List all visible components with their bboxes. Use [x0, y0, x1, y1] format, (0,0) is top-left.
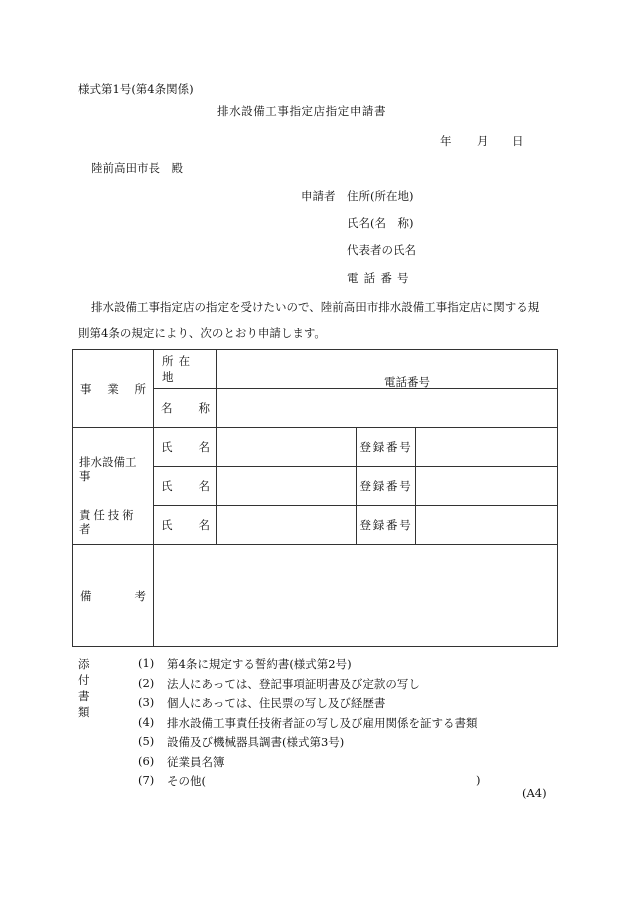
addressee: 陸前高田市長 殿 — [91, 161, 183, 175]
office-location-label: 所在地 — [162, 354, 196, 384]
technician-name-label-3 — [154, 517, 216, 533]
technician-name-label-cell-1 — [154, 428, 217, 467]
applicant-label: 申請者 — [301, 189, 336, 203]
form-number: 様式第1号(第4条関係) — [78, 82, 194, 96]
attachment-num: (4) — [138, 714, 155, 729]
technician-reg-label-3: 登録番号 — [359, 518, 413, 532]
attachments-heading: 添付書類 — [78, 657, 90, 719]
attachment-text: 排水設備工事責任技術者証の写し及び雇用関係を証する書類 — [167, 715, 478, 730]
office-phone-label: 電話番号 — [384, 375, 430, 389]
office-label-char-3: 所 — [134, 381, 146, 396]
paper-size: (A4) — [522, 786, 547, 800]
technician-name-field-2[interactable] — [217, 467, 357, 506]
office-location-field[interactable] — [217, 350, 558, 389]
technician-reg-label-cell-1 — [357, 428, 416, 467]
technician-name-field-3[interactable] — [217, 506, 357, 545]
attachment-text: 従業員名簿 — [167, 754, 225, 769]
office-label-char-2: 業 — [107, 381, 119, 396]
office-name-label-cell — [154, 389, 217, 428]
office-label-cell — [73, 350, 154, 428]
technician-reg-field-1[interactable] — [416, 428, 558, 467]
technician-reg-label-1: 登録番号 — [359, 440, 413, 454]
date-month: 月 — [477, 134, 489, 148]
technician-name-field-1[interactable] — [217, 428, 357, 467]
technician-label-line2: 責任技術者 — [79, 508, 137, 536]
body-text-line1: 排水設備工事指定店の指定を受けたいので、陸前高田市排水設備工事指定店に関する規 — [91, 300, 540, 314]
office-name-field[interactable] — [217, 389, 558, 428]
attachment-num: (5) — [138, 734, 155, 748]
attachment-num: (3) — [138, 695, 155, 709]
technician-reg-field-3[interactable] — [416, 506, 558, 545]
technician-reg-label-cell-3 — [357, 506, 416, 545]
office-name-label — [154, 400, 216, 416]
body-text-line2: 則第4条の規定により、次のとおり申請します。 — [78, 326, 326, 340]
technician-name-label-cell-3 — [154, 506, 217, 545]
technician-reg-field-2[interactable] — [416, 467, 558, 506]
date-day: 日 — [512, 134, 524, 148]
attachment-num: (7) — [138, 773, 155, 787]
page-title: 排水設備工事指定店指定申請書 — [217, 104, 387, 118]
office-label — [73, 381, 153, 397]
application-table — [72, 349, 558, 647]
technician-name-label-1 — [154, 439, 216, 455]
technician-reg-label-2: 登録番号 — [359, 479, 413, 493]
office-name-char-1: 名 — [161, 401, 173, 415]
applicant-phone-label: 電話番号 — [347, 271, 414, 285]
name-char-b: 名 — [198, 440, 210, 454]
name-char-b: 名 — [198, 518, 210, 532]
technician-label-line1: 排水設備工事 — [79, 455, 137, 483]
remarks-label-cell — [73, 545, 154, 647]
attachment-text: 個人にあっては、住民票の写し及び経歴書 — [167, 696, 386, 710]
remarks-field[interactable] — [154, 545, 558, 647]
name-char-a: 氏 — [161, 518, 173, 532]
attachment-num: (6) — [138, 753, 155, 768]
date-year: 年 — [440, 134, 452, 148]
attachment-text: 設備及び機械器具調書(様式第3号) — [167, 735, 345, 749]
technician-name-label-2 — [154, 478, 216, 494]
technician-name-label-cell-2 — [154, 467, 217, 506]
attachment-text: 第4条に規定する誓約書(様式第2号) — [167, 657, 352, 671]
attachment-text: 法人にあっては、登記事項証明書及び定款の写し — [167, 676, 420, 691]
remarks-char-1: 備 — [80, 588, 92, 603]
applicant-representative-label: 代表者の氏名 — [347, 243, 416, 257]
applicant-name-label: 氏名(名 称) — [347, 216, 414, 230]
office-name-char-2: 称 — [198, 401, 210, 415]
attachment-num: (2) — [138, 675, 155, 690]
remarks-char-2: 考 — [134, 588, 146, 603]
name-char-b: 名 — [198, 479, 210, 493]
remarks-label — [73, 588, 153, 604]
name-char-a: 氏 — [161, 440, 173, 454]
attachment-num: (1) — [138, 656, 155, 670]
name-char-a: 氏 — [161, 479, 173, 493]
attachment-text: その他( — [167, 774, 206, 788]
applicant-address-label: 住所(所在地) — [347, 189, 414, 203]
technician-reg-label-cell-2 — [357, 467, 416, 506]
office-location-label-cell — [154, 350, 217, 389]
attachment-other-close: ) — [476, 773, 481, 787]
office-label-char-1: 事 — [80, 381, 92, 396]
technician-label-cell — [73, 428, 154, 545]
